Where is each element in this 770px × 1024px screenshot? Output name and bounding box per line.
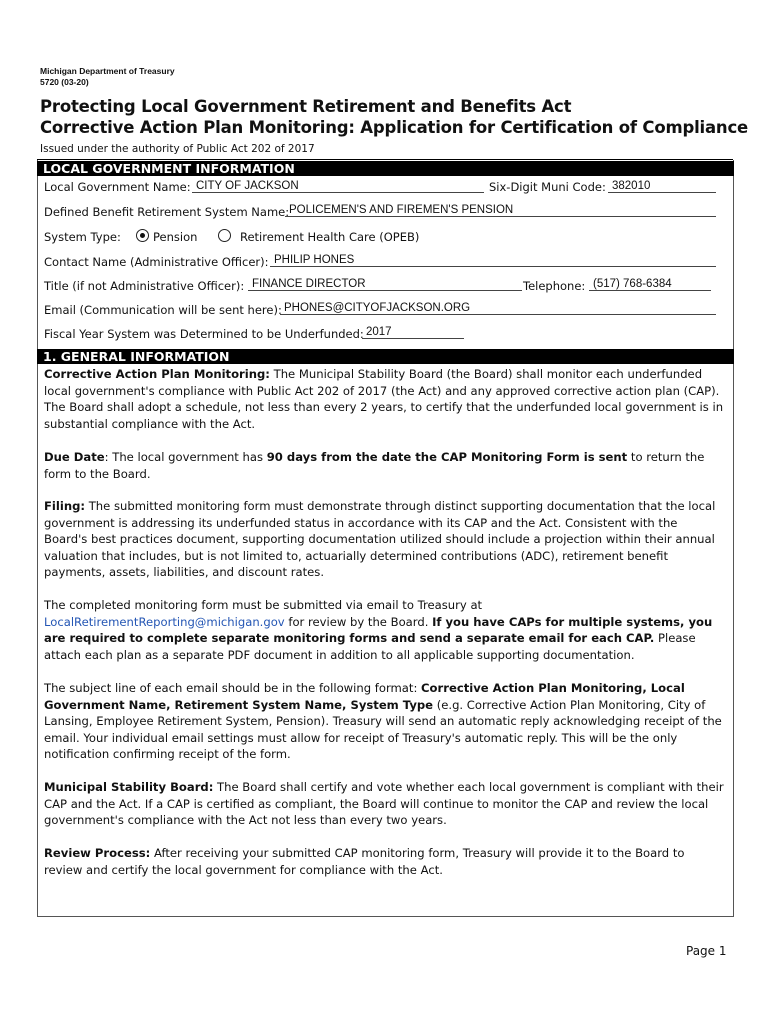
telephone-field[interactable]: (517) 768-6384 — [589, 277, 711, 291]
db-system-label: Defined Benefit Retirement System Name: — [44, 205, 290, 219]
opeb-option-label: Retirement Health Care (OPEB) — [240, 230, 420, 244]
filing-paragraph — [44, 498, 724, 581]
treasury-email-link[interactable]: LocalRetirementReporting@michigan.gov — [44, 614, 285, 629]
agency-header — [40, 66, 175, 88]
subject-line-text-2: (e.g. Corrective Action Plan Monitoring, City of Lansing, Employee Retirement System, Pension). Treasury will send an automatic reply acknowledging receipt of the email. Your individual email settings must allow for receipt of Treasury's automatic reply. This will be the only notification confirming receipt of the form. — [44, 697, 722, 762]
msb-paragraph — [44, 779, 724, 829]
title-label: Title (if not Administrative Officer): — [44, 279, 245, 293]
due-date-text-2: to return the form to the Board. — [44, 450, 705, 481]
section-general-information: 1. GENERAL INFORMATION — [37, 349, 734, 364]
muni-code-label: Six-Digit Muni Code: — [489, 180, 606, 194]
cap-monitoring-text: The Municipal Stability Board (the Board) shall monitor each underfunded local government's compliance with Public Act 202 of 2017 (the Act) and any approved corrective action plan (CAP). The Board shall adopt a schedule, not less than every 2 years, to certify that the underfunded local government is in substantial compliance with the Act. — [44, 367, 724, 431]
opeb-radio[interactable] — [218, 229, 231, 242]
subject-line-format: Corrective Action Plan Monitoring, Local Government Name, Retirement System Name, System Type — [44, 681, 685, 712]
filing-heading: Filing: — [44, 499, 86, 513]
db-system-field[interactable]: POLICEMEN'S AND FIREMEN'S PENSION — [285, 203, 716, 217]
submission-text-2: for review by the Board. — [284, 614, 433, 629]
contact-name-label: Contact Name (Administrative Officer): — [44, 255, 269, 269]
form-number: 5720 (03-20) — [40, 77, 89, 87]
cap-monitoring-heading: Corrective Action Plan Monitoring: — [44, 367, 270, 381]
pension-option-label: Pension — [153, 230, 198, 244]
email-label: Email (Communication will be sent here): — [44, 303, 282, 317]
pension-radio[interactable] — [136, 229, 149, 242]
submission-text-3: Please attach each plan as a separate PDF document in addition to all applicable supporting documentation. — [44, 631, 696, 662]
due-date-heading: Due Date — [44, 450, 105, 464]
email-field[interactable]: PHONES@CITYOFJACKSON.ORG — [280, 301, 716, 315]
local-gov-name-label: Local Government Name: — [44, 180, 191, 194]
agency-name: Michigan Department of Treasury — [40, 66, 175, 76]
authority-note: Issued under the authority of Public Act 202 of 2017 — [40, 143, 315, 155]
cap-monitoring-paragraph — [44, 366, 724, 432]
form-title — [40, 96, 748, 138]
submission-text-1: The completed monitoring form must be submitted via email to Treasury at — [44, 598, 483, 612]
subject-line-text-1: The subject line of each email should be in the following format: — [44, 681, 422, 695]
subject-line-paragraph — [44, 680, 724, 763]
review-process-text: After receiving your submitted CAP monitoring form, Treasury will provide it to the Board to review and certify the local government for compliance with the Act. — [44, 846, 685, 877]
due-date-text-1: : The local government has — [104, 450, 267, 464]
system-type-label: System Type: — [44, 230, 121, 244]
filing-text: The submitted monitoring form must demonstrate through distinct supporting documentation that the local government is addressing its underfunded status in accordance with its CAP and the Act. Consistent with the Board's best practices document, supporting documentation utilized should include a projection within their annual valuation that includes, but is not limited to, actuarially determined contributions (ADC), retirement benefit payments, assets, liabilities, and discount rates. — [44, 499, 716, 580]
fiscal-year-field[interactable]: 2017 — [362, 325, 464, 339]
local-gov-name-field[interactable]: CITY OF JACKSON — [192, 179, 484, 193]
title-field[interactable]: FINANCE DIRECTOR — [248, 277, 522, 291]
title-line-1: Protecting Local Government Retirement and Benefits Act — [40, 97, 572, 116]
msb-heading: Municipal Stability Board: — [44, 780, 214, 794]
fiscal-year-label: Fiscal Year System was Determined to be Underfunded: — [44, 327, 364, 341]
review-process-heading: Review Process: — [44, 846, 151, 860]
submission-emphasis: If you have CAPs for multiple systems, you are required to complete separate monitoring forms and send a separate email for each CAP. — [44, 614, 713, 646]
due-date-paragraph — [44, 449, 724, 482]
section-local-government: LOCAL GOVERNMENT INFORMATION — [37, 161, 734, 176]
submission-paragraph — [44, 597, 724, 663]
page-number: Page 1 — [686, 944, 727, 958]
due-date-emphasis: 90 days from the date the CAP Monitoring Form is sent — [266, 450, 628, 464]
telephone-label: Telephone: — [523, 279, 586, 293]
review-process-paragraph — [44, 845, 724, 878]
contact-name-field[interactable]: PHILIP HONES — [270, 253, 716, 267]
title-line-2: Corrective Action Plan Monitoring: Application for Certification of Compliance — [40, 118, 749, 137]
muni-code-field[interactable]: 382010 — [608, 179, 716, 193]
msb-text: The Board shall certify and vote whether each local government is compliant with their CAP and the Act. If a CAP is certified as compliant, the Board will continue to monitor the CAP and review the local government's compliance with the Act not less than every two years. — [44, 780, 724, 828]
